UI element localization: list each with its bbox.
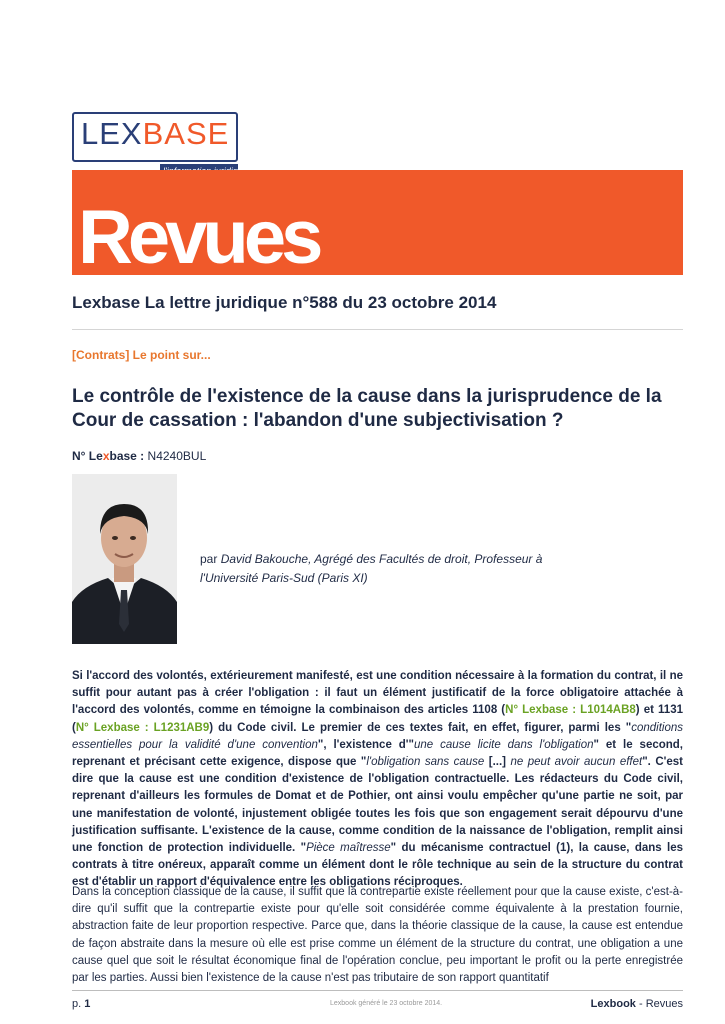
footer-brand: Lexbook - Revues (590, 998, 683, 1010)
text-run: Si l'accord des volontés, extérieurement manifesté, est une condition nécessaire à la formation du contrat, il ne suffit pour autant pas à créer l'obligation : il faut un élément justificatif de la force obligatoire attachée à l'accord des volontés, comme en témoigne la combinaison des articles 1108 ( (72, 670, 683, 717)
chapeau-paragraph (72, 668, 683, 892)
ref-value: N4240BUL (147, 449, 207, 463)
quote-run: conditions essentielles pour la validité d'une convention (72, 721, 683, 751)
article-title: Le contrôle de l'existence de la cause dans la jurisprudence de la Cour de cassation : l'abandon d'une subjectivisation ? (72, 386, 662, 431)
lexbase-logo (72, 112, 238, 162)
issue-title: Lexbase La lettre juridique n°588 du 23 octobre 2014 (72, 293, 497, 312)
revues-banner (72, 170, 683, 280)
text-run: ) et 1131 ( (72, 704, 683, 734)
byline-prefix: par (200, 552, 218, 566)
generated-note: Lexbook généré le 23 octobre 2014. (330, 1000, 443, 1007)
ref-label: N° Lexbase : (72, 449, 145, 463)
logo-wordmark (81, 117, 229, 151)
footer-divider (72, 990, 683, 991)
author-portrait-icon (72, 474, 177, 644)
author-byline (200, 550, 580, 588)
banner-title: Revues (78, 195, 319, 280)
article-category[interactable]: [Contrats] Le point sur... (72, 348, 211, 362)
quote-run: une cause licite dans l'obligation (413, 738, 594, 751)
text-run: ". C'est dire que la cause est une condition d'existence de l'obligation contractuelle. Les rédacteurs du Code civil, reprenant d'ailleurs les formules de Domat et de Pothier, ont ainsi voulu empêcher qu'une partie ne soit, par une manifestation de volonté, injustement obligée toutes les fois que son engagement serait dépourvu d'une justification suffisante. L'existence de la cause, comme condition de la naissance de l'obligation, remplit ainsi une fonction de protection individuelle. " (72, 756, 683, 855)
page-number: p. 1 (72, 998, 91, 1010)
lexbase-reference (72, 449, 206, 463)
divider (72, 329, 683, 330)
logo-base: BASE (142, 116, 230, 151)
text-run: [...] (484, 756, 511, 769)
text-run: " et le second, reprenant et précisant cette exigence, dispose que " (72, 738, 684, 769)
author-photo (72, 474, 177, 644)
text-run: ", l'existence d'" (317, 738, 414, 751)
logo-lex: LEX (81, 116, 143, 151)
quote-run: ne peut avoir aucun effet (510, 756, 643, 769)
text-run: ) du Code civil. Le premier de ces textes fait, en effet, figurer, parmi les " (209, 721, 632, 734)
body-paragraph: Dans la conception classique de la cause, il suffit que la contrepartie existe réellement pour que la cause existe, c'est-à-dire qu'il suffit que la contrepartie existe pour qu'elle soit considérée comme équivalente à la prestation fournie, abstraction faite de leur proportion respective. Parce que, dans la théorie classique de la cause, la cause est entendue de façon abstraite dans la mesure où elle est prise comme un élément de la structure du contrat, une obligation a une cause quel que soit le résultat économique final de l'opération conclue, peu important le profit ou la perte enregistrée par les parties. Aussi bien l'existence de la cause n'est pas tributaire de son rapport quantitatif (72, 886, 683, 985)
lexbase-link[interactable]: N° Lexbase : L1231AB9 (75, 721, 210, 734)
quote-run: l'obligation sans cause (366, 756, 485, 769)
author-name: David Bakouche, Agrégé des Facultés de droit, Professeur à l'Université Paris-Sud (Paris XI) (200, 552, 543, 585)
text-run: " du mécanisme contractuel (1), la cause, dans les contrats à titre onéreux, apparaît comme un élément dont le rôle technique au sein de la structure du contrat est d'établir un rapport d'équivalence entre les obligations réciproques. (72, 842, 684, 889)
lexbase-link[interactable]: N° Lexbase : L1014AB8 (505, 704, 636, 717)
quote-run: Pièce maîtresse (306, 842, 391, 855)
